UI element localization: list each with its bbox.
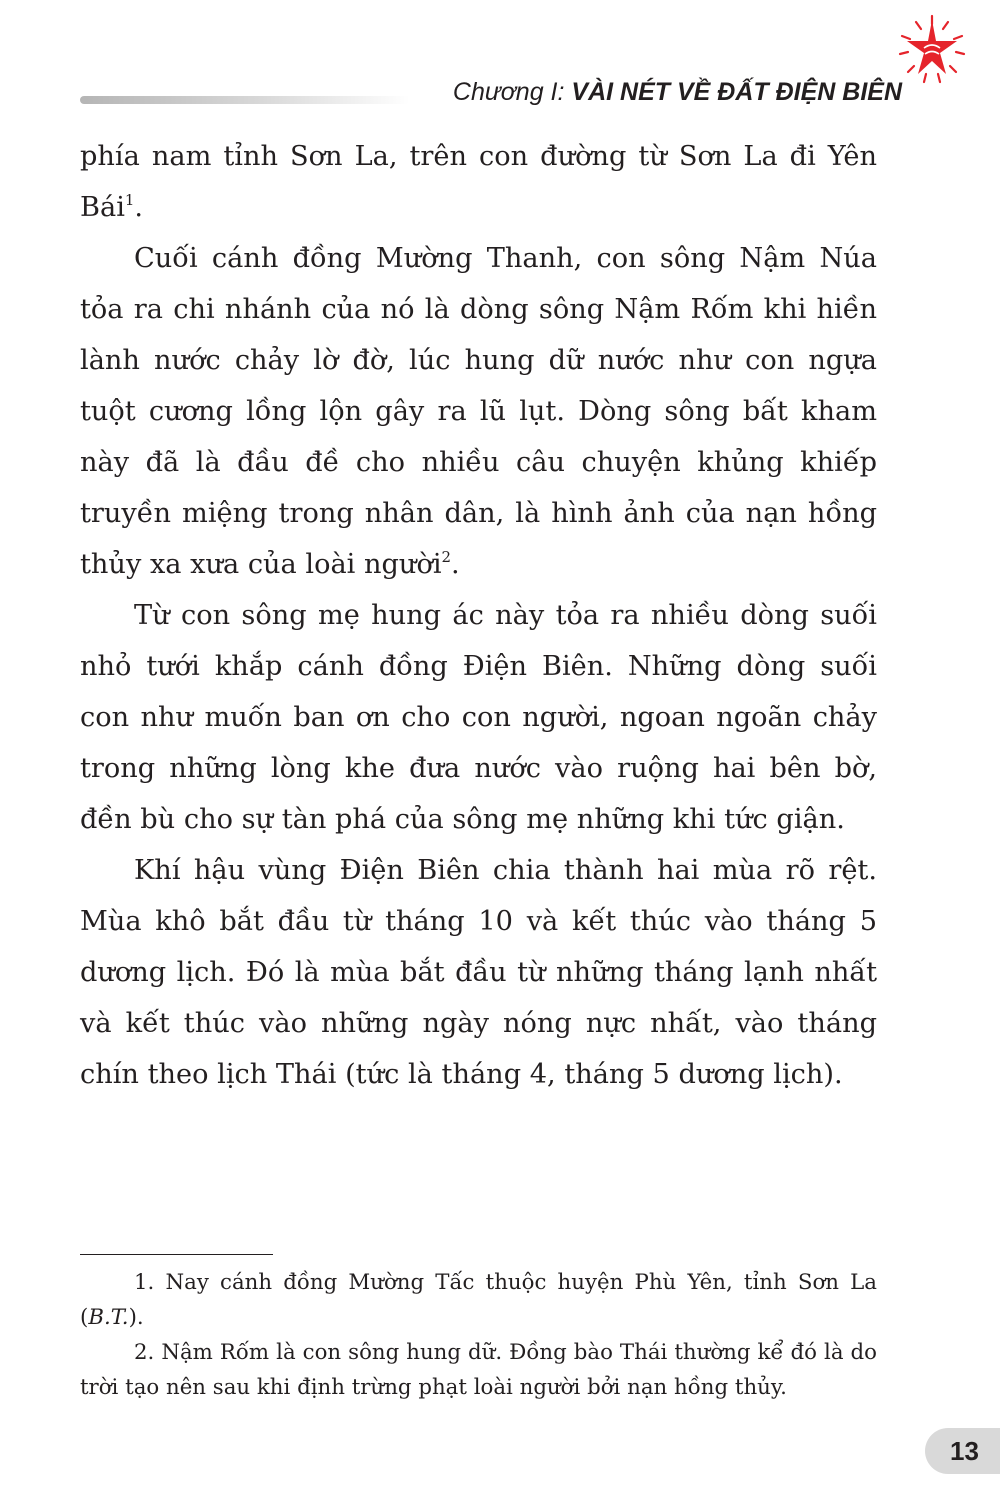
footnote-1-italic: B.T. — [88, 1304, 129, 1330]
paragraph-2-end: . — [451, 549, 460, 580]
footnote-ref-2[interactable]: 2 — [441, 547, 452, 566]
footnote-2: 2. Nậm Rốm là con sông hung dữ. Đồng bào Thái thường kể đó là do trời tạo nên sau khi định trừng phạt loài người bởi nạn hồng thủy. — [80, 1340, 877, 1400]
page-number: 13 — [950, 1436, 979, 1466]
chapter-title: VÀI NÉT VỀ ĐẤT ĐIỆN BIÊN — [571, 78, 902, 106]
paragraph-4: Khí hậu vùng Điện Biên chia thành hai mùa rõ rệt. Mùa khô bắt đầu từ tháng 10 và kết thúc vào tháng 5 dương lịch. Đó là mùa bắt đầu từ những tháng lạnh nhất và kết thúc vào những ngày nóng nực nhất, vào tháng chín theo lịch Thái (tức là tháng 4, tháng 5 dương lịch). — [80, 855, 877, 1090]
paragraph-1-text: phía nam tỉnh Sơn La, trên con đường từ Sơn La đi Yên Bái — [80, 141, 877, 223]
footnote-1 — [80, 1266, 877, 1335]
footnote-1-text: 1. Nay cánh đồng Mường Tấc thuộc huyện Phù Yên, tỉnh Sơn La ( — [80, 1270, 877, 1330]
footnotes — [80, 1266, 877, 1405]
paragraph-2-text: Cuối cánh đồng Mường Thanh, con sông Nậm Núa tỏa ra chi nhánh của nó là dòng sông Nậm Rốm khi hiền lành nước chảy lờ đờ, lúc hung dữ nước như con ngựa tuột cương lồng lộn gây ra lũ lụt. Dòng sông bất kham này đã là đầu đề cho nhiều câu chuyện khủng khiếp truyền miệng trong nhân dân, là hình ảnh của nạn hồng thủy xa xưa của loài người — [80, 243, 877, 580]
running-head — [453, 78, 902, 107]
publisher-logo-icon — [896, 14, 968, 86]
footnote-divider — [80, 1254, 273, 1255]
paragraph-1-end: . — [134, 192, 144, 223]
footnote-ref-1[interactable]: 1 — [124, 190, 135, 209]
header-decorative-bar — [80, 96, 410, 104]
chapter-label: Chương I: — [452, 78, 572, 106]
paragraph-2 — [80, 233, 877, 590]
footnote-1-end: ). — [128, 1304, 144, 1330]
paragraph-3: Từ con sông mẹ hung ác này tỏa ra nhiều dòng suối nhỏ tưới khắp cánh đồng Điện Biên. Những dòng suối con như muốn ban ơn cho con người, ngoan ngoãn chảy trong những lòng khe đưa nước vào ruộng hai bên bờ, đền bù cho sự tàn phá của sông mẹ những khi tức giận. — [80, 600, 877, 835]
paragraph-1 — [80, 131, 877, 233]
body-text — [80, 131, 877, 1100]
